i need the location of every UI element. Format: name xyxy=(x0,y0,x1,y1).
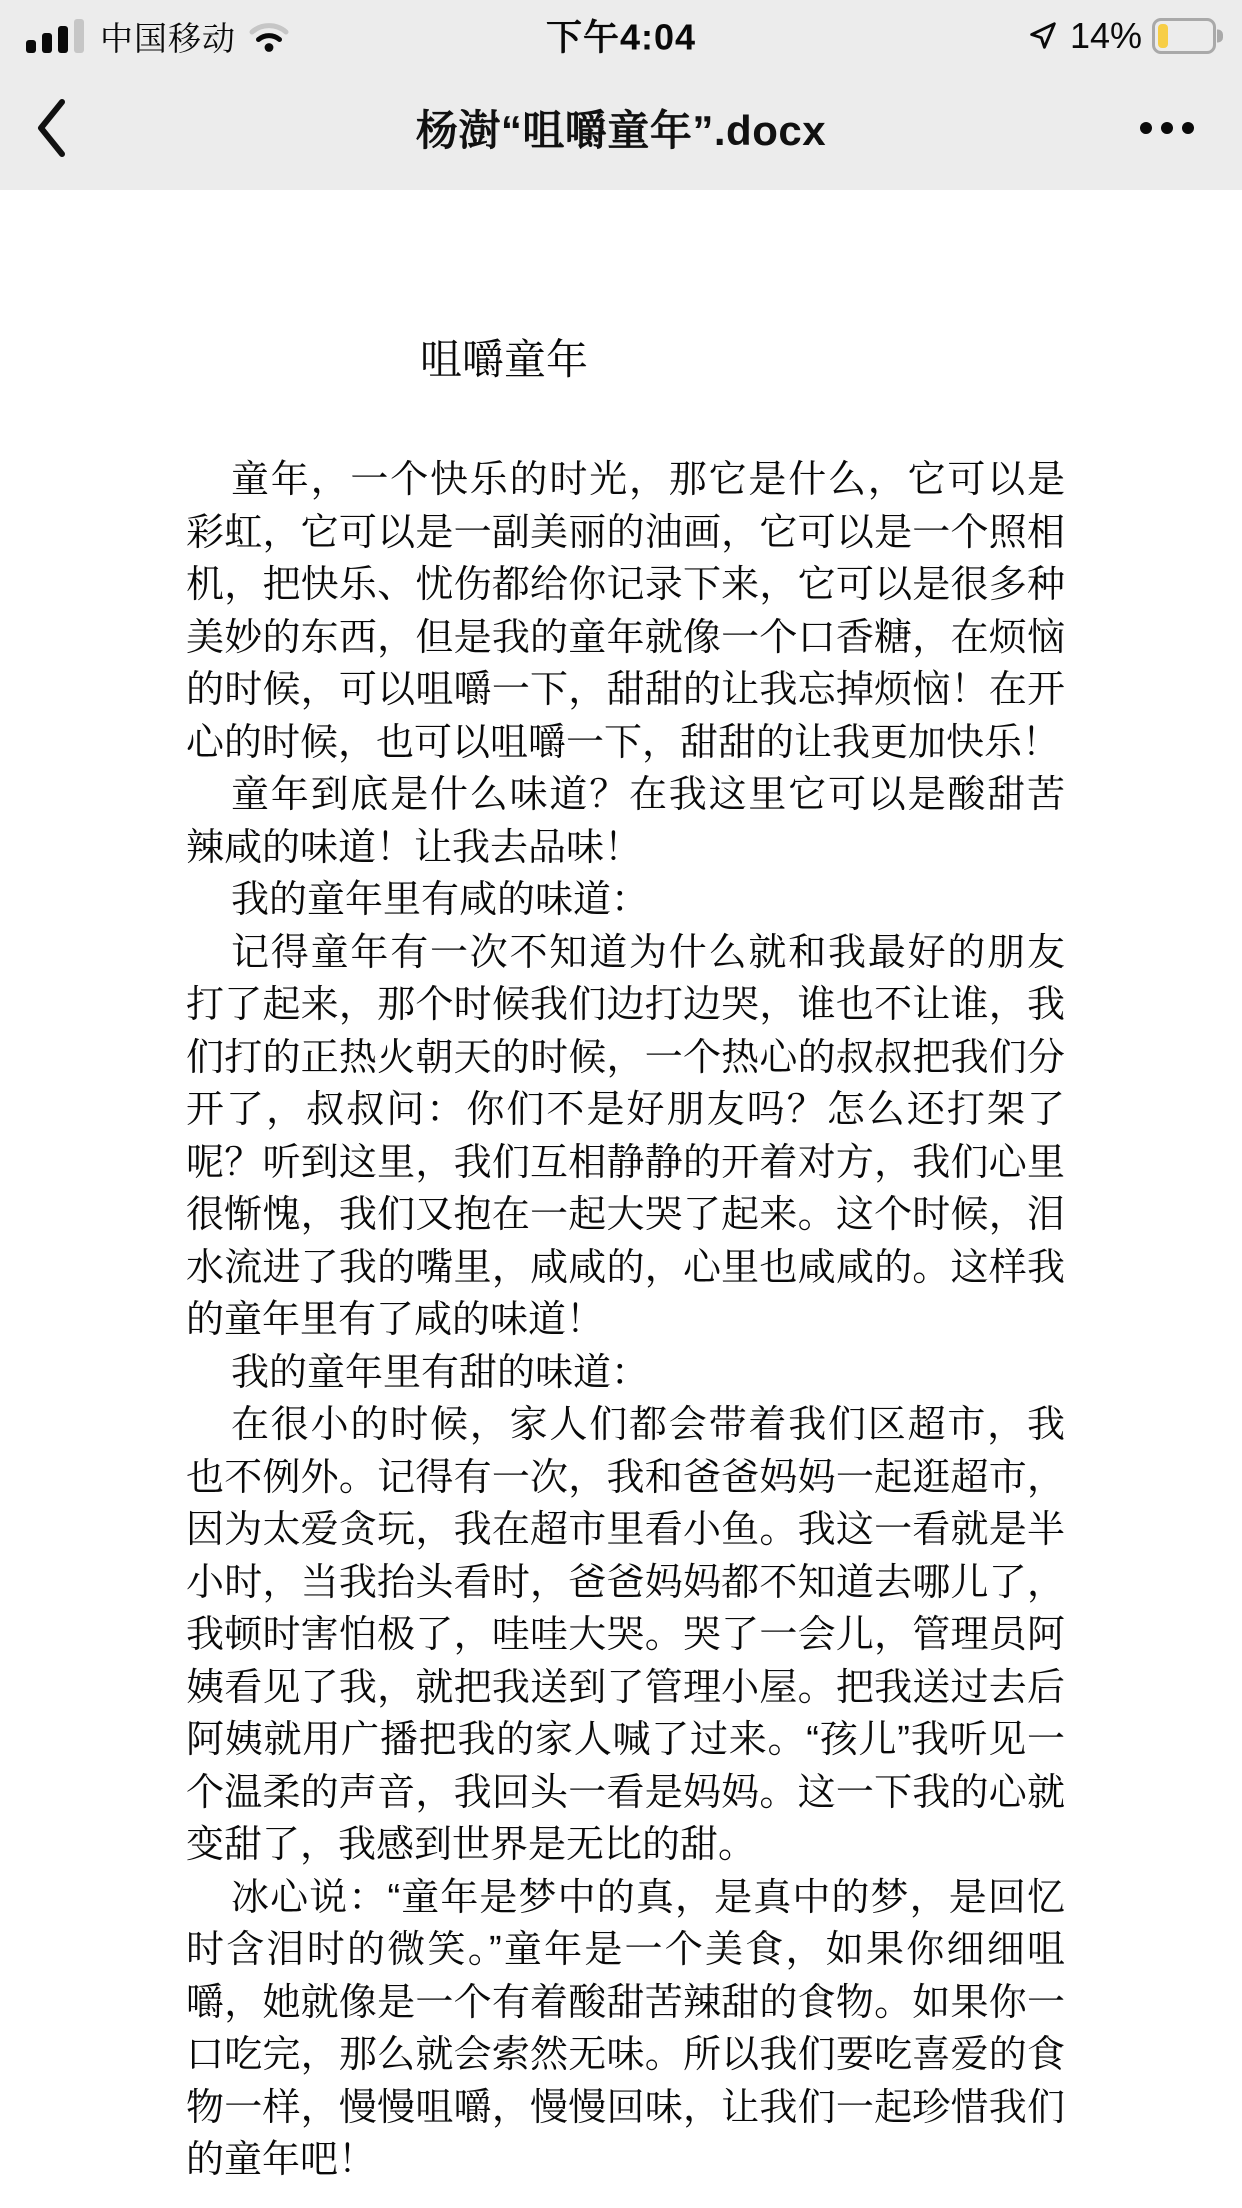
clock-label: 下午4:04 xyxy=(545,16,697,58)
essay-paragraph: 童年到底是什么味道？在我这里它可以是酸甜苦辣咸的味道！让我去品味！ xyxy=(186,774,1065,869)
essay-paragraph: 记得童年有一次不知道为什么就和我最好的朋友打了起来，那个时候我们边打边哭，谁也不让谁，我们打的正热火朝天的时候，一个热心的叔叔把我们分开了，叔叔问：你们不是好朋友吗？怎么还打架了呢？听到这里，我们互相静静的开着对方，我们心里很惭愧，我们又抱在一起大哭了起来。这个时候，泪水流进了我的嘴里，咸咸的，心里也咸咸的。这样我的童年里有了咸的味道！ xyxy=(186,931,1065,1341)
back-button[interactable] xyxy=(34,93,74,163)
location-arrow-icon xyxy=(1026,19,1060,53)
battery-nub xyxy=(1217,30,1223,43)
nav-bar xyxy=(0,66,1242,190)
more-button[interactable] xyxy=(1136,108,1198,148)
back-chevron-icon xyxy=(34,97,68,159)
more-ellipsis-icon xyxy=(1140,122,1194,134)
battery-fill xyxy=(1158,24,1168,48)
essay-paragraph: 童年，一个快乐的时光，那它是什么，它可以是彩虹，它可以是一副美丽的油画，它可以是一个照相机，把快乐、忧伤都给你记录下来，它可以是很多种美妙的东西，但是我的童年就像一个口香糖，在烦恼的时候，可以咀嚼一下，甜甜的让我忘掉烦恼！在开心的时候，也可以咀嚼一下，甜甜的让我更加快乐！ xyxy=(186,459,1065,764)
essay-paragraph: 我的童年里有甜的味道： xyxy=(231,1351,650,1394)
essay-paragraph: 我的童年里有咸的味道： xyxy=(231,879,650,921)
essay-paragraph: 在很小的时候，家人们都会带着我们区超市，我也不例外。记得有一次，我和爸爸妈妈一起逛超市，因为太爱贪玩，我在超市里看小鱼。我这一看就是半小时，当我抬头看时，爸爸妈妈都不知道去哪儿了，我顿时害怕极了，哇哇大哭。哭了一会儿，管理员阿姨看见了我，就把我送到了管理小屋。把我送过去后阿姨就用广播把我的家人喊了过来。“孩儿”我听见一个温柔的声音，我回头一看是妈妈。这一下我的心就变甜了，我感到世界是无比的甜。 xyxy=(186,1404,1065,1866)
battery-percent-label: 14% xyxy=(1069,15,1142,56)
essay-title: 咀嚼童年 xyxy=(420,336,589,383)
cellular-signal-icon xyxy=(26,19,84,53)
wifi-icon xyxy=(248,20,290,52)
essay-paragraph: 冰心说：“童年是梦中的真，是真中的梦，是回忆时含泪时的微笑。”童年是一个美食，如果你细细咀嚼，她就像是一个有着酸甜苦辣甜的食物。如果你一口吃完，那么就会索然无味。所以我们要吃喜爱的食物一样，慢慢咀嚼，慢慢回味，让我们一起珍惜我们的童年吧！ xyxy=(186,1876,1065,2181)
battery-icon xyxy=(1152,18,1216,54)
document-scroll-area[interactable] xyxy=(0,190,1242,2187)
carrier-label: 中国移动 xyxy=(100,19,236,57)
status-bar-right xyxy=(1026,15,1216,57)
file-title: 杨澍“咀嚼童年”.docx xyxy=(415,107,827,154)
status-bar xyxy=(0,0,1242,66)
app-header xyxy=(0,0,1242,190)
